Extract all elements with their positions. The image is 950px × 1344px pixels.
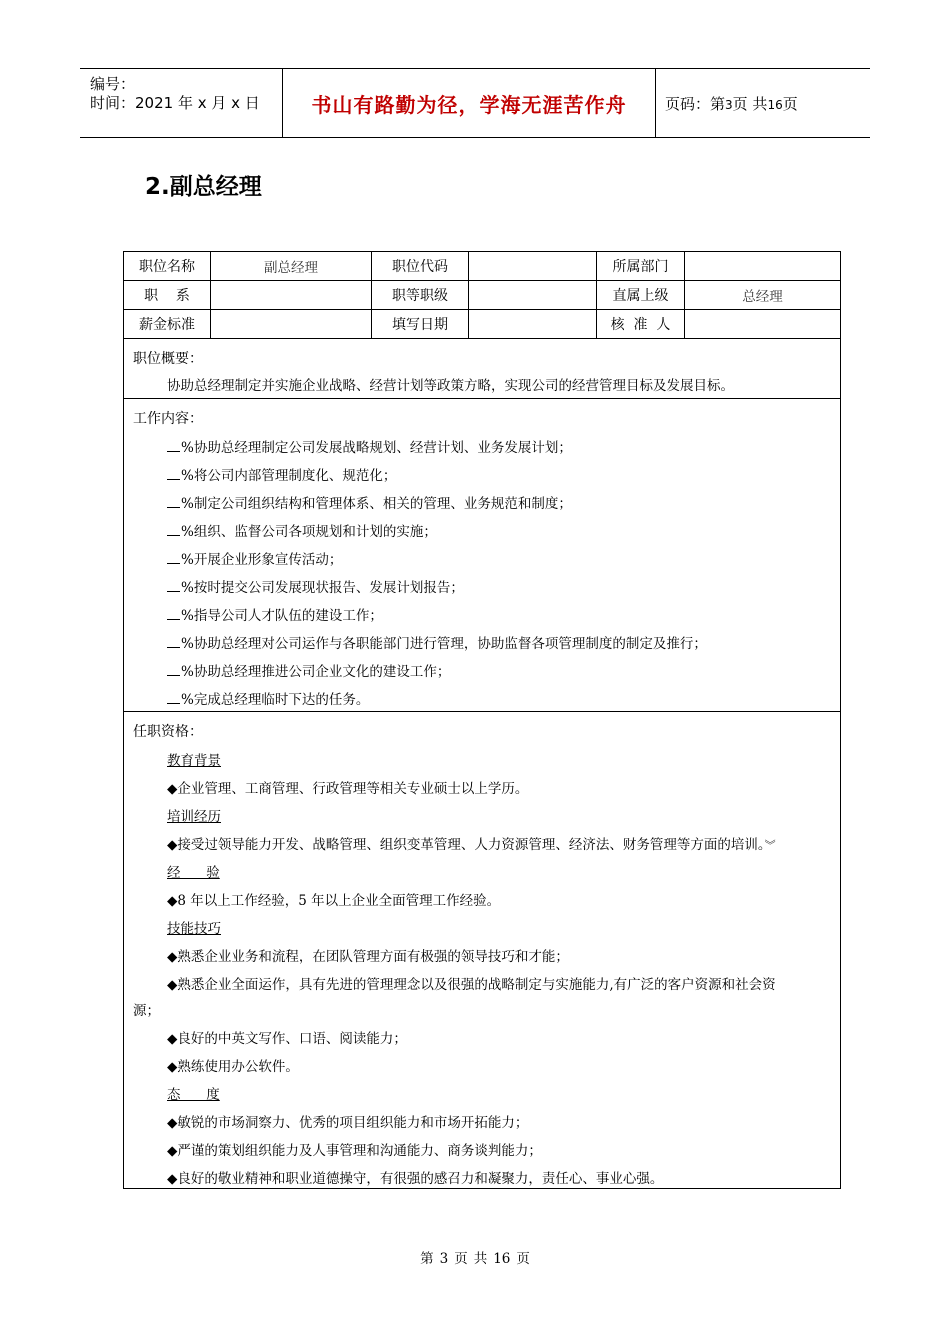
duties-heading: 工作内容：	[133, 411, 203, 427]
header-motto-cell	[282, 69, 656, 137]
job-description-table	[123, 251, 841, 1189]
skills-item: ◆熟悉企业业务和流程，在团队管理方面有极强的领导技巧和才能；	[167, 949, 569, 965]
skills-item-continuation: 源；	[133, 1003, 160, 1019]
skills-item: ◆熟悉企业全面运作，具有先进的管理理念以及很强的战略制定与实施能力,有广泛的客户资源和社会资	[167, 977, 776, 993]
education-text: ◆企业管理、工商管理、行政管理等相关专业硕士以上学历。	[167, 781, 529, 797]
value-position-name: 副总经理	[210, 252, 371, 280]
label-grade: 职等职级	[371, 281, 468, 309]
skills-item: ◆良好的中英文写作、口语、阅读能力；	[167, 1031, 407, 1047]
footer-page-current: 3	[439, 1251, 449, 1267]
label-approver: 核 准 人	[596, 310, 684, 338]
experience-label: 经 验	[167, 865, 220, 881]
training-text: ◆接受过领导能力开发、战略管理、组织变革管理、人力资源管理、经济法、财务管理等方面的培训。︾	[167, 837, 776, 853]
value-approver	[684, 310, 840, 338]
page-footer: 第 3 页 共 16 页	[420, 1251, 530, 1267]
value-fill-date	[468, 310, 596, 338]
overview-text: 协助总经理制定并实施企业战略、经营计划等政策方略，实现公司的经营管理目标及发展目标。	[167, 378, 734, 394]
training-mark: ︾	[764, 839, 776, 852]
header-page-number: 页码：第3页 共16页	[665, 94, 798, 113]
duty-item: %组织、监督公司各项规划和计划的实施；	[167, 520, 437, 540]
doc-number-label: 编号：	[90, 75, 136, 93]
training-label: 培训经历	[167, 809, 221, 825]
header-motto: 书山有路勤为径，学海无涯苦作舟	[311, 92, 627, 117]
value-direct-superior: 总经理	[684, 281, 840, 309]
duty-item: %协助总经理对公司运作与各职能部门进行管理，协助监督各项管理制度的制定及推行；	[167, 632, 707, 652]
value-department	[684, 252, 840, 280]
value-position-code	[468, 252, 596, 280]
duties-section	[124, 399, 840, 712]
label-job-family: 职 系	[144, 288, 190, 304]
value-job-family	[210, 281, 371, 309]
overview-heading: 职位概要：	[133, 351, 203, 367]
label-position-code: 职位代码	[371, 252, 468, 280]
qualifications-section	[124, 712, 840, 1188]
duty-item: %将公司内部管理制度化、规范化；	[167, 464, 396, 484]
attitude-item: ◆敏锐的市场洞察力、优秀的项目组织能力和市场开拓能力；	[167, 1115, 529, 1131]
footer-page-total: 16	[493, 1251, 511, 1267]
attitude-item: ◆严谨的策划组织能力及人事管理和沟通能力、商务谈判能力；	[167, 1143, 542, 1159]
duty-item: %完成总经理临时下达的任务。	[167, 688, 369, 708]
duty-item: %协助总经理推进公司企业文化的建设工作；	[167, 660, 450, 680]
header-page-cell	[655, 69, 870, 137]
label-position-name: 职位名称	[139, 259, 195, 275]
header-meta	[80, 69, 282, 137]
attitude-label: 态 度	[167, 1087, 220, 1103]
label-department: 所属部门	[596, 252, 684, 280]
page-header	[80, 68, 870, 138]
overview-section	[124, 339, 840, 399]
doc-time-label: 时间：2021 年 x 月 x 日	[90, 94, 260, 112]
duty-item: %指导公司人才队伍的建设工作；	[167, 604, 383, 624]
skills-item: ◆熟练使用办公软件。	[167, 1059, 299, 1075]
value-salary	[210, 310, 371, 338]
info-row-3	[124, 310, 840, 339]
label-direct-superior: 直属上级	[596, 281, 684, 309]
label-salary: 薪金标准	[139, 317, 195, 333]
skills-label: 技能技巧	[167, 921, 221, 937]
duty-item: %按时提交公司发展现状报告、发展计划报告；	[167, 576, 464, 596]
section-title: 2.副总经理	[145, 174, 262, 200]
attitude-item: ◆良好的敬业精神和职业道德操守，有很强的感召力和凝聚力，责任心、事业心强。	[167, 1171, 664, 1187]
info-row-1	[124, 252, 840, 281]
duty-item: %制定公司组织结构和管理体系、相关的管理、业务规范和制度；	[167, 492, 572, 512]
experience-text: ◆8 年以上工作经验，5 年以上企业全面管理工作经验。	[167, 893, 501, 909]
value-grade	[468, 281, 596, 309]
label-fill-date: 填写日期	[371, 310, 468, 338]
education-label: 教育背景	[167, 753, 221, 769]
qualifications-heading: 任职资格：	[133, 724, 203, 740]
duty-item: %开展企业形象宣传活动；	[167, 548, 342, 568]
duty-item: %协助总经理制定公司发展战略规划、经营计划、业务发展计划；	[167, 436, 572, 456]
info-row-2	[124, 281, 840, 310]
